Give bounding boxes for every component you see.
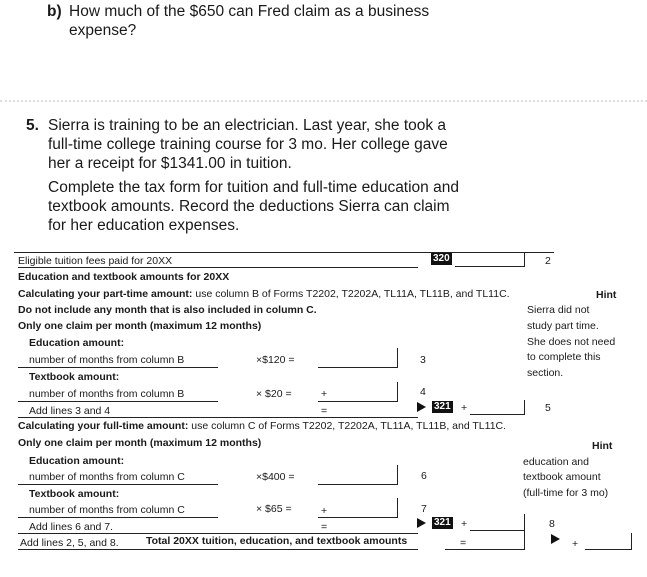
part-time-edu-result-input[interactable] [318, 367, 398, 368]
total-equals: = [460, 537, 467, 549]
full-time-plus-2: + [461, 518, 468, 530]
total-input-line[interactable] [445, 549, 525, 550]
full-time-add-row: Add lines 6 and 7. [29, 521, 114, 533]
full-time-hint-2: textbook amount [523, 471, 601, 483]
total-title: Total 20XX tuition, education, and textbook amounts [146, 535, 408, 547]
arrow-right-icon [417, 518, 426, 528]
full-time-hint-3: (full-time for 3 mo) [523, 487, 609, 499]
question-5-p1-line2: full-time college training course for 3 mo. Her college gave [48, 136, 448, 153]
section-title: Education and textbook amounts for 20XX [18, 271, 230, 283]
eligible-tuition-label: Eligible tuition fees paid for 20XX [18, 255, 173, 267]
question-b-line1: How much of the $650 can Fred claim as a business [69, 3, 430, 20]
part-time-note-1: Do not include any month that is also included in column C. [18, 304, 317, 316]
part-time-add-row: Add lines 3 and 4 [29, 405, 111, 417]
part-time-note-2: Only one claim per month (maximum 12 months) [18, 320, 262, 332]
total-plus: + [572, 538, 579, 550]
full-time-edu-rate: ×$400 = [256, 471, 295, 483]
full-time-edu-row: number of months from column C [29, 471, 185, 483]
part-time-plus: + [321, 388, 328, 400]
part-time-edu-rate: ×$120 = [256, 354, 295, 366]
tuition-input-line[interactable] [455, 266, 525, 267]
full-time-edu-months-input[interactable] [18, 484, 218, 485]
question-5-p1-line1: Sierra is training to be an electrician. Last year, she took a [48, 117, 447, 134]
full-time-text-months-input[interactable] [18, 517, 218, 518]
full-time-plus: + [321, 505, 328, 517]
part-time-equals: = [321, 405, 328, 417]
full-time-text-row: number of months from column C [29, 504, 185, 516]
part-time-hint-title: Hint [596, 289, 617, 301]
full-time-equals: = [321, 521, 328, 533]
question-b-line2: expense? [69, 22, 137, 39]
part-time-text-row: number of months from column B [29, 388, 185, 400]
total-final-input[interactable] [585, 549, 632, 550]
question-5-p2-line2: textbook amounts. Record the deductions Sierra can claim [48, 198, 450, 215]
part-time-heading: Calculating your part-time amount: use column B of Forms T2202, T2202A, TL11A, TL11B, and TL11C. [18, 288, 510, 300]
part-time-hint-3: She does not need [527, 336, 616, 348]
question-5-number: 5. [26, 117, 39, 134]
code-321-full: 321 [434, 517, 451, 528]
question-5-p1-line3: her a receipt for $1341.00 in tuition. [48, 155, 292, 172]
line-4-number: 4 [420, 386, 426, 398]
part-time-hint-2: study part time. [527, 320, 599, 332]
part-time-edu-months-input[interactable] [18, 367, 218, 368]
full-time-hint-1: education and [523, 456, 589, 468]
question-5-p2-line1: Complete the tax form for tuition and full-time education and [48, 179, 459, 196]
full-time-note: Only one claim per month (maximum 12 months) [18, 437, 262, 449]
line-8-number: 8 [549, 518, 555, 530]
full-time-edu-label: Education amount: [29, 455, 125, 467]
part-time-text-result-input[interactable] [318, 401, 398, 402]
part-time-hint-4: to complete this [527, 351, 601, 363]
divider [0, 100, 647, 102]
code-320: 320 [433, 253, 450, 264]
line-3-number: 3 [420, 354, 426, 366]
arrow-right-icon [417, 402, 426, 412]
part-time-edu-label: Education amount: [29, 337, 125, 349]
part-time-hint-5: section. [527, 367, 564, 379]
line-6-number: 6 [421, 470, 427, 482]
part-time-edu-row: number of months from column B [29, 354, 185, 366]
line-2-number: 2 [545, 255, 551, 267]
full-time-total-input[interactable] [470, 530, 525, 531]
question-b-label: b) [47, 3, 62, 20]
part-time-text-label: Textbook amount: [29, 371, 120, 383]
part-time-text-months-input[interactable] [18, 401, 218, 402]
question-5-p2-line3: for her education expenses. [48, 217, 240, 234]
code-321-part: 321 [434, 401, 451, 412]
part-time-plus-2: + [461, 402, 468, 414]
full-time-heading: Calculating your full-time amount: use column C of Forms T2202, T2202A, TL11A, TL11B, and TL11C. [18, 420, 507, 432]
line-5-number: 5 [545, 402, 551, 414]
part-time-text-rate: × $20 = [256, 388, 292, 400]
full-time-text-result-input[interactable] [318, 517, 398, 518]
line-7-number: 7 [421, 503, 427, 515]
full-time-text-label: Textbook amount: [29, 488, 120, 500]
arrow-right-icon [551, 534, 560, 544]
full-time-edu-result-input[interactable] [318, 484, 398, 485]
total-add-label: Add lines 2, 5, and 8. [20, 537, 119, 549]
part-time-total-input[interactable] [470, 414, 525, 415]
part-time-hint-1: Sierra did not [527, 304, 590, 316]
full-time-hint-title: Hint [592, 440, 613, 452]
full-time-text-rate: × $65 = [256, 503, 292, 515]
